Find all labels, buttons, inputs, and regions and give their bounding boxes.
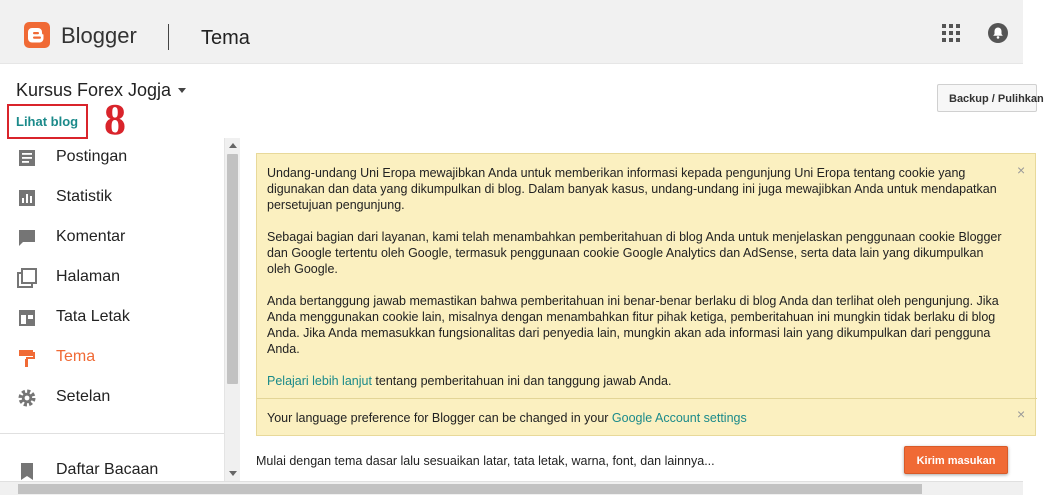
scrollbar-thumb[interactable]: [227, 154, 238, 384]
scrollbar-thumb[interactable]: [18, 484, 922, 494]
scroll-down-arrow-icon[interactable]: [229, 471, 237, 476]
brand-name[interactable]: Blogger: [61, 23, 137, 48]
header-divider: [168, 24, 169, 50]
sidebar-item-label: Postingan: [56, 148, 128, 165]
apps-grid-icon[interactable]: [942, 24, 960, 42]
close-icon[interactable]: ×: [1017, 406, 1026, 422]
notice-paragraph: Anda bertanggung jawab memastikan bahwa pemberitahuan ini benar-benar berlaku di blog Anda dan terlihat oleh pengunjung. Jika Anda menggunakan cookie lain, misalnya dengan menambahkan fitur pihak ketiga, pemberitahuan ini mungkin tidak berlaku di blog Anda. Jika Anda memasukkan fungsionalitas dari penyedia lain, mungkin akan ada informasi lain yang dikumpulkan dari pengguna Anda.: [267, 294, 999, 356]
cookie-notice: [256, 153, 1036, 436]
pages-icon: [17, 268, 37, 288]
stats-icon: [17, 188, 37, 208]
scroll-up-arrow-icon[interactable]: [229, 143, 237, 148]
sidebar-nav: [0, 138, 224, 495]
sidebar-item-label: Tema: [56, 348, 96, 365]
blog-selector[interactable]: Kursus Forex Jogja: [16, 80, 172, 100]
close-icon[interactable]: ×: [1017, 162, 1026, 178]
sidebar-item-postingan[interactable]: [0, 138, 224, 178]
annotation-number: 8: [104, 95, 126, 144]
sidebar-item-label: Halaman: [56, 268, 121, 285]
posts-icon: [17, 148, 37, 168]
view-blog-link[interactable]: Lihat blog: [16, 114, 79, 129]
google-account-settings-link[interactable]: Google Account settings: [611, 411, 747, 425]
notifications-bell-icon[interactable]: [988, 23, 1008, 43]
settings-icon: [17, 388, 37, 408]
layout-icon: [17, 308, 37, 328]
sidebar-divider: [0, 433, 224, 434]
language-notice: [267, 410, 1007, 426]
sidebar-item-statistik[interactable]: [0, 178, 224, 218]
comments-icon: [17, 228, 37, 248]
sidebar-item-komentar[interactable]: [0, 218, 224, 258]
notice-text: Your language preference for Blogger can be changed in your: [267, 411, 612, 425]
page-title: Tema: [201, 27, 250, 49]
send-feedback-button[interactable]: Kirim masukan: [904, 446, 1008, 474]
theme-intro-text: Mulai dengan tema dasar lalu sesuaikan latar, tata letak, warna, font, dan lainnya...: [256, 454, 715, 468]
notice-paragraph: Undang-undang Uni Eropa mewajibkan Anda untuk memberikan informasi kepada pengunjung Uni Eropa tentang cookie yang digunakan dan data yang dikumpulkan di blog. Dalam banyak kasus, undang-undang ini juga mewajibkan Anda untuk mendapatkan persetujuan pengunjung.: [267, 166, 997, 212]
blogger-logo-icon[interactable]: [24, 22, 50, 48]
sidebar-item-label: Komentar: [56, 228, 126, 245]
sidebar-item-tata-letak[interactable]: [0, 298, 224, 338]
notice-paragraph: [267, 373, 1007, 389]
top-header: [0, 0, 1023, 64]
notice-divider: [257, 398, 1037, 399]
sidebar-item-label: Tata Letak: [56, 308, 130, 325]
backup-restore-button[interactable]: Backup / Pulihkan: [937, 84, 1037, 112]
horizontal-scrollbar[interactable]: [0, 481, 1023, 495]
theme-icon: [17, 348, 37, 368]
sidebar-item-setelan[interactable]: [0, 378, 224, 418]
notice-paragraph: Sebagai bagian dari layanan, kami telah menambahkan pemberitahuan di blog Anda untuk menjelaskan penggunaan cookie Blogger dan Google tertentu oleh Google, termasuk penggunaan cookie Google Analytics dan AdSense, serta data lain yang dikumpulkan oleh Google.: [267, 230, 1002, 276]
caret-down-icon[interactable]: [178, 88, 186, 93]
sidebar-scrollbar[interactable]: [224, 138, 240, 481]
sidebar-item-label: Statistik: [56, 188, 113, 205]
sidebar-item-halaman[interactable]: [0, 258, 224, 298]
notice-text: tentang pemberitahuan ini dan tanggung jawab Anda.: [371, 374, 672, 388]
bookmark-icon: [17, 461, 37, 481]
sidebar-item-label: Daftar Bacaan: [56, 461, 159, 478]
sidebar-item-tema[interactable]: [0, 338, 224, 378]
sidebar-item-label: Setelan: [56, 388, 111, 405]
learn-more-link[interactable]: Pelajari lebih lanjut: [267, 374, 372, 388]
